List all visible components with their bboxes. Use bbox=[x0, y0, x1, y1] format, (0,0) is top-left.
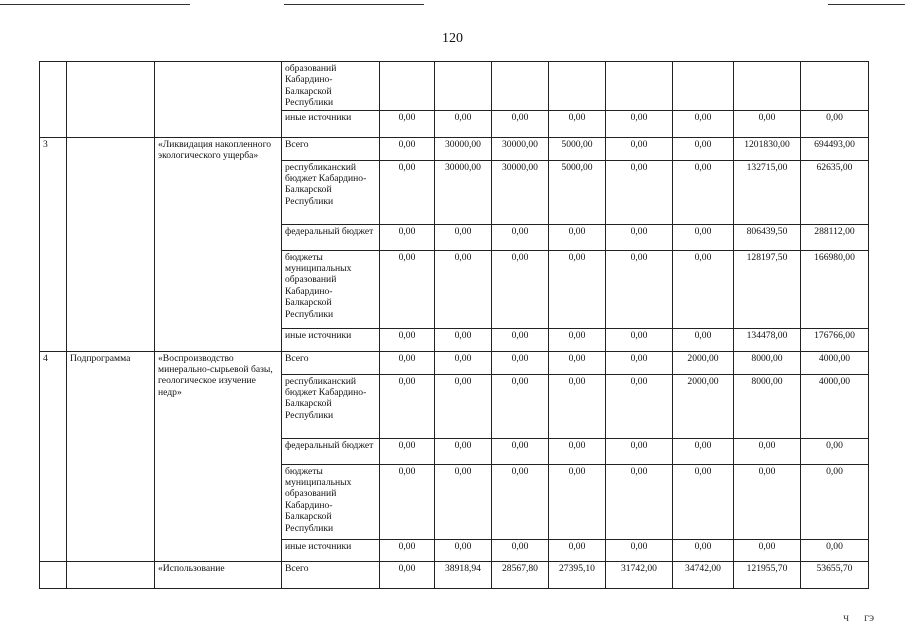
table-cell: 0,00 bbox=[606, 374, 673, 438]
table-row bbox=[40, 62, 869, 111]
table-cell: 38918,94 bbox=[435, 561, 492, 588]
funding-source-label: иные источники bbox=[282, 110, 380, 137]
table-row bbox=[40, 137, 869, 160]
item-number bbox=[40, 561, 67, 588]
budget-table bbox=[39, 61, 869, 589]
table-cell: 0,00 bbox=[673, 438, 734, 464]
table-cell: 0,00 bbox=[435, 464, 492, 539]
table-cell: 2000,00 bbox=[673, 351, 734, 374]
table-cell: 0,00 bbox=[549, 438, 606, 464]
table-cell: 34742,00 bbox=[673, 561, 734, 588]
table-cell bbox=[801, 62, 869, 111]
table-cell: 0,00 bbox=[380, 539, 435, 561]
table-cell: 4000,00 bbox=[801, 351, 869, 374]
funding-source-label: иные источники bbox=[282, 539, 380, 561]
table-cell: 53655,70 bbox=[801, 561, 869, 588]
table-cell: 0,00 bbox=[673, 160, 734, 224]
table-cell bbox=[40, 62, 67, 138]
table-cell: 166980,00 bbox=[801, 250, 869, 328]
item-type: Подпрограмма bbox=[67, 351, 155, 561]
table-cell: 0,00 bbox=[606, 539, 673, 561]
funding-source-label: республиканский бюджет Кабардино-Балкарской Республики bbox=[282, 374, 380, 438]
table-cell: 0,00 bbox=[492, 374, 549, 438]
table-cell bbox=[549, 62, 606, 111]
table-cell: 0,00 bbox=[380, 561, 435, 588]
table-cell: 30000,00 bbox=[492, 137, 549, 160]
table-cell bbox=[606, 62, 673, 111]
table-cell: 0,00 bbox=[734, 438, 801, 464]
header-rule bbox=[0, 4, 190, 5]
table-cell: 0,00 bbox=[606, 250, 673, 328]
table-cell: 121955,70 bbox=[734, 561, 801, 588]
table-cell: 0,00 bbox=[673, 137, 734, 160]
table-cell: 0,00 bbox=[734, 110, 801, 137]
funding-source-label: федеральный бюджет bbox=[282, 224, 380, 250]
item-name: «Ликвидация накопленного экологического ущерба» bbox=[155, 137, 282, 351]
table-cell: 0,00 bbox=[435, 224, 492, 250]
table-cell: 0,00 bbox=[380, 328, 435, 351]
table-cell: 0,00 bbox=[435, 250, 492, 328]
table-cell: 30000,00 bbox=[435, 137, 492, 160]
table-cell bbox=[67, 62, 155, 138]
table-cell: 0,00 bbox=[435, 328, 492, 351]
table-cell bbox=[155, 62, 282, 138]
table-cell: 0,00 bbox=[734, 539, 801, 561]
table-cell: 134478,00 bbox=[734, 328, 801, 351]
table-cell: 0,00 bbox=[606, 110, 673, 137]
item-number: 3 bbox=[40, 137, 67, 351]
table-cell: 0,00 bbox=[606, 438, 673, 464]
funding-source-label: образований Кабардино-Балкарской Республики bbox=[282, 62, 380, 111]
funding-source-label: федеральный бюджет bbox=[282, 438, 380, 464]
funding-source-label: республиканский бюджет Кабардино-Балкарской Республики bbox=[282, 160, 380, 224]
table-cell: 4000,00 bbox=[801, 374, 869, 438]
table-cell: 0,00 bbox=[549, 224, 606, 250]
table-cell: 0,00 bbox=[673, 464, 734, 539]
table-cell: 128197,50 bbox=[734, 250, 801, 328]
table-cell: 0,00 bbox=[492, 438, 549, 464]
table-cell: 0,00 bbox=[673, 539, 734, 561]
table-cell: 694493,00 bbox=[801, 137, 869, 160]
table-cell: 27395,10 bbox=[549, 561, 606, 588]
funding-source-label: Всего bbox=[282, 137, 380, 160]
table-cell: 0,00 bbox=[435, 351, 492, 374]
table-cell: 0,00 bbox=[492, 328, 549, 351]
table-cell: 62635,00 bbox=[801, 160, 869, 224]
table-cell: 0,00 bbox=[380, 438, 435, 464]
table-cell: 0,00 bbox=[380, 137, 435, 160]
table-cell: 0,00 bbox=[380, 250, 435, 328]
table-cell: 288112,00 bbox=[801, 224, 869, 250]
table-cell: 0,00 bbox=[673, 224, 734, 250]
table-cell: 28567,80 bbox=[492, 561, 549, 588]
header-rule bbox=[284, 4, 424, 5]
item-name: «Использование bbox=[155, 561, 282, 588]
table-cell: 0,00 bbox=[435, 110, 492, 137]
table-cell: 0,00 bbox=[606, 137, 673, 160]
table-cell: 0,00 bbox=[606, 351, 673, 374]
table-cell: 132715,00 bbox=[734, 160, 801, 224]
table-row bbox=[40, 351, 869, 374]
table-cell: 0,00 bbox=[492, 224, 549, 250]
table-cell: 0,00 bbox=[673, 328, 734, 351]
table-body bbox=[40, 62, 869, 589]
table-cell: 0,00 bbox=[549, 374, 606, 438]
table-cell: 0,00 bbox=[380, 110, 435, 137]
table-row bbox=[40, 561, 869, 588]
table-cell: 176766,00 bbox=[801, 328, 869, 351]
table-cell: 0,00 bbox=[801, 464, 869, 539]
table-cell: 0,00 bbox=[380, 374, 435, 438]
table-cell: 0,00 bbox=[380, 224, 435, 250]
table-cell: 0,00 bbox=[606, 464, 673, 539]
item-type bbox=[67, 561, 155, 588]
header-rule bbox=[828, 4, 905, 5]
footer-mark: ч гэ bbox=[843, 610, 875, 624]
table-cell: 0,00 bbox=[492, 250, 549, 328]
funding-source-label: Всего bbox=[282, 351, 380, 374]
table-cell: 0,00 bbox=[492, 351, 549, 374]
table-cell: 0,00 bbox=[673, 110, 734, 137]
table-cell: 0,00 bbox=[435, 438, 492, 464]
table-cell bbox=[492, 62, 549, 111]
table-cell bbox=[734, 62, 801, 111]
page-number: 120 bbox=[442, 31, 463, 46]
item-type bbox=[67, 137, 155, 351]
funding-source-label: Всего bbox=[282, 561, 380, 588]
table-cell: 0,00 bbox=[606, 160, 673, 224]
funding-source-label: бюджеты муниципальных образований Кабардино-Балкарской Республики bbox=[282, 250, 380, 328]
table-cell: 8000,00 bbox=[734, 374, 801, 438]
table-cell: 1201830,00 bbox=[734, 137, 801, 160]
table-cell: 0,00 bbox=[801, 539, 869, 561]
table-cell: 30000,00 bbox=[492, 160, 549, 224]
table-cell: 30000,00 bbox=[435, 160, 492, 224]
table-cell: 0,00 bbox=[435, 539, 492, 561]
funding-source-label: иные источники bbox=[282, 328, 380, 351]
table-cell: 0,00 bbox=[549, 351, 606, 374]
table-cell: 5000,00 bbox=[549, 160, 606, 224]
table-cell: 0,00 bbox=[435, 374, 492, 438]
table-cell: 31742,00 bbox=[606, 561, 673, 588]
table-cell: 0,00 bbox=[606, 224, 673, 250]
table-cell: 0,00 bbox=[673, 250, 734, 328]
table-cell: 0,00 bbox=[492, 464, 549, 539]
item-number: 4 bbox=[40, 351, 67, 561]
table-cell bbox=[435, 62, 492, 111]
table-cell: 5000,00 bbox=[549, 137, 606, 160]
table-cell: 0,00 bbox=[801, 438, 869, 464]
table-cell bbox=[673, 62, 734, 111]
table-cell: 0,00 bbox=[549, 328, 606, 351]
item-name: «Воспроизводство минерально-сырьевой базы, геологическое изучение недр» bbox=[155, 351, 282, 561]
table-cell: 0,00 bbox=[549, 250, 606, 328]
table-cell: 806439,50 bbox=[734, 224, 801, 250]
funding-source-label: бюджеты муниципальных образований Кабардино-Балкарской Республики bbox=[282, 464, 380, 539]
table-cell: 8000,00 bbox=[734, 351, 801, 374]
table-cell: 0,00 bbox=[549, 110, 606, 137]
table-cell: 0,00 bbox=[380, 160, 435, 224]
table-cell: 0,00 bbox=[492, 539, 549, 561]
table-cell: 0,00 bbox=[549, 539, 606, 561]
table-cell: 0,00 bbox=[801, 110, 869, 137]
table-cell: 0,00 bbox=[606, 328, 673, 351]
table-cell: 2000,00 bbox=[673, 374, 734, 438]
table-cell bbox=[380, 62, 435, 111]
table-cell: 0,00 bbox=[380, 351, 435, 374]
table-cell: 0,00 bbox=[734, 464, 801, 539]
table-cell: 0,00 bbox=[492, 110, 549, 137]
table-cell: 0,00 bbox=[380, 464, 435, 539]
table-cell: 0,00 bbox=[549, 464, 606, 539]
